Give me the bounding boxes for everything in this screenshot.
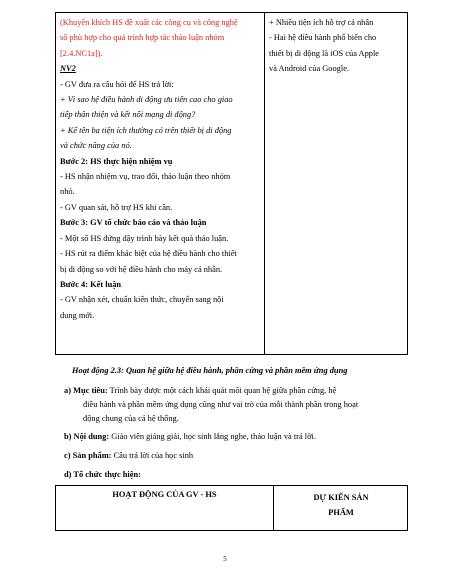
product-line: và Android của Google. <box>269 64 350 74</box>
expected-product-cell <box>269 15 405 77</box>
objective-line <box>64 384 336 398</box>
question-line: tiếp thân thiện và kết nối mạng di động? <box>60 110 196 120</box>
page-number: 5 <box>223 555 227 563</box>
table-line: - HS rút ra điểm khác biệt của hệ điều hành cho thiết <box>60 249 237 259</box>
column-header-activity: HOẠT ĐỘNG CỦA GV - HS <box>112 490 217 499</box>
table-line: dung mới. <box>60 310 95 320</box>
question-line: và chức năng của nó. <box>60 141 132 151</box>
step-heading: Bước 4: Kết luận <box>60 279 122 289</box>
product-label: c) Sản phẩm: <box>64 451 112 460</box>
table-line: số phù hợp cho quá trình hợp tác thảo luận nhóm <box>60 33 225 43</box>
objective-line: động chung của cả hệ thống. <box>83 414 179 423</box>
task-heading-nv2: NV2 <box>60 64 76 74</box>
product-line: + Nhiều tiện ích hỗ trợ cá nhân <box>269 18 374 27</box>
step-heading: Bước 2: HS thực hiện nhiệm vụ <box>60 156 173 166</box>
content-label: b) Nội dung: <box>64 432 110 441</box>
product-line: thiết bị di động là iOS của Apple <box>269 48 380 58</box>
table-line: [2.4.NC1a]). <box>60 48 103 58</box>
table-line: - GV đưa ra câu hỏi để HS trả lời: <box>60 79 174 89</box>
table-line: - Một số HS đứng dậy trình bày kết quả thảo luận. <box>60 233 229 243</box>
objective-text: Trình bày được một cách khái quát mối quan hệ giữa phần cứng, hệ <box>107 386 337 395</box>
table-column-divider <box>264 13 265 354</box>
table-line: nhỏ. <box>60 187 75 197</box>
activity-heading: Hoạt động 2.3: Quan hệ giữa hệ điều hành, phần cứng và phần mềm ứng dụng <box>72 366 348 375</box>
activity-table-header <box>55 485 408 531</box>
question-line: + Vì sao hệ điều hành di động ưu tiên cao cho giao <box>60 95 233 105</box>
product-line <box>64 449 193 463</box>
objective-line: điều hành và phần mềm ứng dụng cũng như vai trò của mỗi thành phần trong hoạt <box>83 400 359 409</box>
product-line: - Hai hệ điều hành phổ biến cho <box>269 33 377 43</box>
column-header-expected-product: DỰ KIẾN SẢN PHẨM <box>313 493 369 517</box>
content-text: Giáo viên giảng giải, học sinh lắng nghe, thảo luận và trả lời. <box>109 432 316 441</box>
product-text: Câu trả lời của học sinh <box>111 451 194 460</box>
teacher-student-activity-cell <box>60 15 260 323</box>
objective-label: a) Mục tiêu: <box>64 386 108 395</box>
table-line: - HS nhận nhiệm vụ, trao đổi, thảo luận theo nhóm <box>60 172 231 182</box>
step-heading: Bước 3: GV tổ chức báo cáo và thảo luận <box>60 218 207 228</box>
table-line: - GV nhận xét, chuẩn kiến thức, chuyển sang nội <box>60 295 224 305</box>
table-line: - GV quan sát, hỗ trợ HS khi cần. <box>60 202 173 212</box>
question-line: + Kể tên ba tiện ích thường có trên thiết bị di động <box>60 125 232 135</box>
table-line: (Khuyến khích HS đề xuất các công cụ và công nghệ <box>60 18 238 27</box>
organization-label: d) Tổ chức thực hiện: <box>64 470 141 479</box>
lesson-table <box>55 12 408 355</box>
table-line: bị di động so với hệ điều hành cho máy cá nhân. <box>60 264 223 274</box>
content-line <box>64 430 316 444</box>
